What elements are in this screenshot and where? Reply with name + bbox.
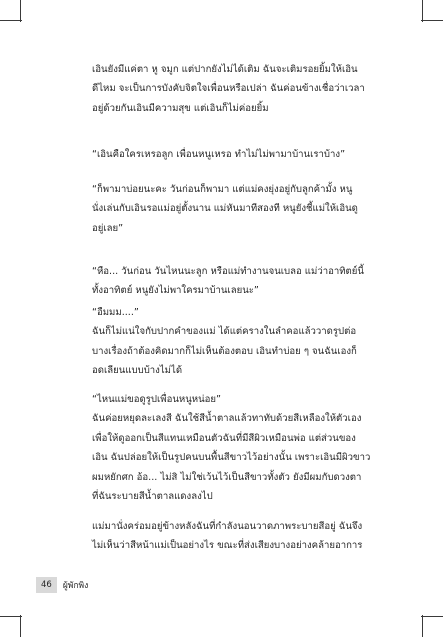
text-line: “อืมมม....” [92,307,139,318]
paragraph-3 [92,180,382,238]
text-line: ดีไหม จะเป็นการบังคับจิตใจเพื่อนหรือเปล่า ฉันค่อนข้างเชื่อว่าเวลา [92,83,365,95]
book-title: ผู้พักพิง [62,580,89,591]
text-line: นั่งเล่นกับเอินรอแม่อยู่ตั้งนาน แม่หันมาทีสองที หนูยังชี้แม่ให้เอินดู [92,203,358,215]
crop-mark-right-bottom [421,616,443,617]
paragraph-4 [92,262,382,301]
text-line: “หือ... วันก่อน วันไหนนะลูก หรือแม่ทำงานจนเบลอ แม่ว่าอาทิตย์นี้ [92,266,364,277]
text-line: อดเลียนแบบบ้างไม่ได้ [92,365,183,377]
crop-mark-top-right [422,0,423,22]
text-line: ฉันก็ไม่แน่ใจกับปากคำของแม่ ได้แต่ครางในลำคอแล้ววาดรูปต่อ [92,326,357,338]
text-line: ไม่เห็นว่าสีหน้าแม่เป็นอย่างไร ขณะที่ส่งเสียงบางอย่างคล้ายอาการ [92,540,363,552]
crop-mark-bottom-left [20,615,21,637]
crop-mark-left-bottom [0,616,22,617]
text-line: เอิน ฉันปล่อยให้เป็นรูปคนบนพื้นสีขาวไว้อย่างนั้น เพราะเอินมีผิวขาว [92,452,371,464]
crop-mark-left-top [0,20,22,21]
text-line: เอินยังมีแค่ตา หู จมูก แต่ปากยังไม่ได้เติม ฉันจะเติมรอยยิ้มให้เอิน [92,64,358,75]
crop-mark-top-left [20,0,21,22]
crop-mark-bottom-right [422,615,423,637]
text-line: เพื่อให้ดูออกเป็นสีแทนเหมือนตัวฉันที่มีสีผิวเหมือนพ่อ แต่ส่วนของ [92,432,356,444]
paragraph-5 [92,303,382,381]
text-line: “ก็พามาบ่อยนะคะ วันก่อนก็พามา แต่แม่คงยุ่งอยู่กับลูกค้ามั้ง หนู [92,184,353,195]
text-line: อยู่เลย” [92,222,124,234]
page-footer [36,576,88,593]
text-line: ที่ฉันระบายสีน้ำตาลแดงลงไป [92,491,213,503]
text-line: แม่มานั่งคร่อมอยู่ข้างหลังฉันที่กำลังนอนวาดภาพระบายสีอยู่ ฉันจึง [92,521,363,532]
paragraph-7 [92,517,382,556]
text-line: ทั้งอาทิตย์ หนูยังไม่พาใครมาบ้านเลยนะ” [92,285,259,297]
paragraph-6 [92,390,382,506]
text-line: “ไหนแม่ขอดูรูปเพื่อนหนูหน่อย” [92,394,222,405]
page-number: 46 [36,577,57,593]
text-line: “เอินคือใครเหรอลูก เพื่อนหนูเหรอ ทำไม่ไม่พามาบ้านเราบ้าง” [92,149,346,160]
text-line: ฉันค่อยหยุดละเลงสี ฉันใช้สีน้ำตาลแล้วทาทับด้วยสีเหลืองให้ตัวเอง [92,413,362,425]
text-line: อยู่ด้วยกันเอินมีความสุข แต่เอินก็ไม่ค่อยยิ้ม [92,102,269,114]
text-line: บางเรื่องถ้าต้องคิดมากก็ไม่เห็นต้องตอบ เอินทำบ่อย ๆ จนฉันเองก็ [92,345,357,357]
paragraph-2 [92,145,382,164]
paragraph-1 [92,60,382,118]
text-line: ผมหยักศก อ้อ... ไม่สิ ไม่ใช่เว้นไว้เป็นสีขาวทั้งตัว ยังมีผมกับดวงตา [92,471,362,483]
crop-mark-right-top [421,20,443,21]
